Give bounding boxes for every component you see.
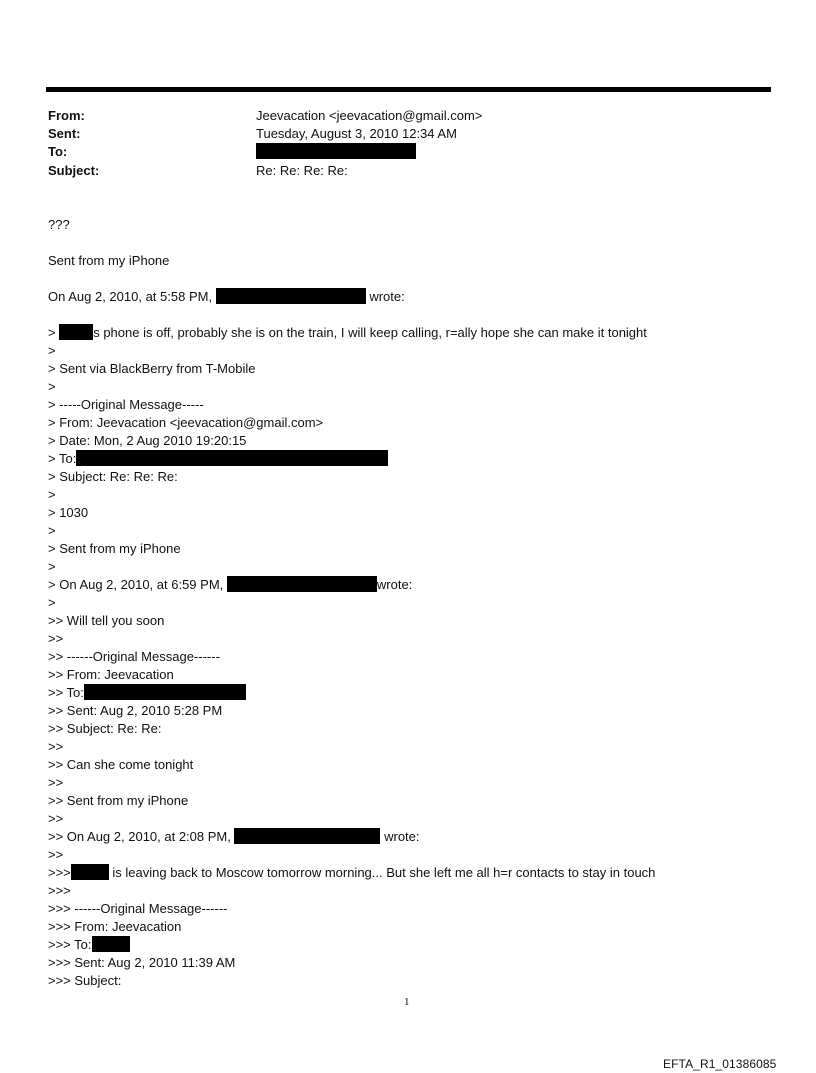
quoted-line: >> From: Jeevacation <box>48 667 174 682</box>
quoted-line: > <box>48 379 56 394</box>
wrote-suffix: wrote: <box>384 829 420 844</box>
quoted-line: > 1030 <box>48 505 89 520</box>
quoted-line: >>> From: Jeevacation <box>48 919 182 934</box>
quoted-line: > Sent from my iPhone <box>48 541 181 556</box>
quoted-line: >>> Subject: <box>48 973 122 988</box>
signature-line: Sent from my iPhone <box>48 253 170 268</box>
redaction-bar <box>256 143 416 159</box>
quoted-line <box>48 450 388 468</box>
redaction-bar <box>216 288 366 304</box>
quoted-line: > <box>48 487 56 502</box>
quoted-line: >> ------Original Message------ <box>48 649 220 664</box>
from-label: From: <box>48 108 85 123</box>
subject-value: Re: Re: Re: Re: <box>256 163 348 178</box>
quoted-line: >>> Sent: Aug 2, 2010 11:39 AM <box>48 955 236 970</box>
quoted-line <box>48 936 130 954</box>
quoted-text: >>> To: <box>48 937 92 952</box>
quoted-line <box>48 864 655 882</box>
quoted-text: s phone is off, probably she is on the train, I will keep calling, r=ally hope she can make it tonight <box>93 325 647 340</box>
quoted-line: >> Subject: Re: Re: <box>48 721 162 736</box>
quoted-line: >> <box>48 631 64 646</box>
wrote-line <box>48 828 420 846</box>
quoted-line: > <box>48 595 56 610</box>
quoted-line: > <box>48 523 56 538</box>
quote-marker: > <box>48 325 56 340</box>
wrote-suffix: wrote: <box>376 577 413 592</box>
quoted-line: >>> ------Original Message------ <box>48 901 228 916</box>
quoted-line: >> <box>48 811 64 826</box>
wrote-line <box>48 576 412 594</box>
quoted-line: > Date: Mon, 2 Aug 2010 19:20:15 <box>48 433 247 448</box>
quoted-line: >> <box>48 847 64 862</box>
wrote-suffix: wrote: <box>369 289 405 304</box>
wrote-prefix: On Aug 2, 2010, at 5:58 PM, <box>48 289 213 304</box>
redaction-bar <box>234 828 380 844</box>
quoted-line: > <box>48 343 56 358</box>
quoted-line: > Subject: Re: Re: Re: <box>48 469 178 484</box>
quoted-line <box>48 684 246 702</box>
redaction-bar <box>84 684 246 700</box>
quoted-line: > <box>48 559 56 574</box>
document-id: EFTA_R1_01386085 <box>663 1057 777 1071</box>
page-number: 1 <box>404 996 410 1008</box>
redaction-bar <box>76 450 388 466</box>
quoted-line: > From: Jeevacation <jeevacation@gmail.com> <box>48 415 324 430</box>
quoted-line: >> Will tell you soon <box>48 613 165 628</box>
redaction-bar <box>227 576 377 592</box>
quote-marker: >>> <box>48 865 71 880</box>
sent-value: Tuesday, August 3, 2010 12:34 AM <box>256 126 457 141</box>
quoted-line: >> Sent from my iPhone <box>48 793 189 808</box>
redaction-bar <box>92 936 130 952</box>
wrote-prefix: > On Aug 2, 2010, at 6:59 PM, <box>48 577 224 592</box>
redaction-bar <box>71 864 109 880</box>
quoted-line: >> <box>48 775 64 790</box>
quoted-line <box>48 324 647 342</box>
wrote-line <box>48 288 405 306</box>
quoted-text: >> To: <box>48 685 84 700</box>
from-value: Jeevacation <jeevacation@gmail.com> <box>256 108 483 123</box>
body-line: ??? <box>48 217 70 232</box>
subject-label: Subject: <box>48 163 100 178</box>
to-value <box>256 143 416 161</box>
quoted-line: > -----Original Message----- <box>48 397 204 412</box>
quoted-line: >> <box>48 739 64 754</box>
quoted-line: >> Sent: Aug 2, 2010 5:28 PM <box>48 703 223 718</box>
header-rule <box>46 87 771 92</box>
wrote-prefix: >> On Aug 2, 2010, at 2:08 PM, <box>48 829 231 844</box>
quoted-text: is leaving back to Moscow tomorrow morning... But she left me all h=r contacts to stay in touch <box>112 865 656 880</box>
to-label: To: <box>48 144 68 159</box>
quoted-line: >>> <box>48 883 71 898</box>
quoted-line: > Sent via BlackBerry from T-Mobile <box>48 361 256 376</box>
quoted-text: > To: <box>48 451 77 466</box>
sent-label: Sent: <box>48 126 81 141</box>
quoted-line: >> Can she come tonight <box>48 757 194 772</box>
redaction-bar <box>59 324 93 340</box>
